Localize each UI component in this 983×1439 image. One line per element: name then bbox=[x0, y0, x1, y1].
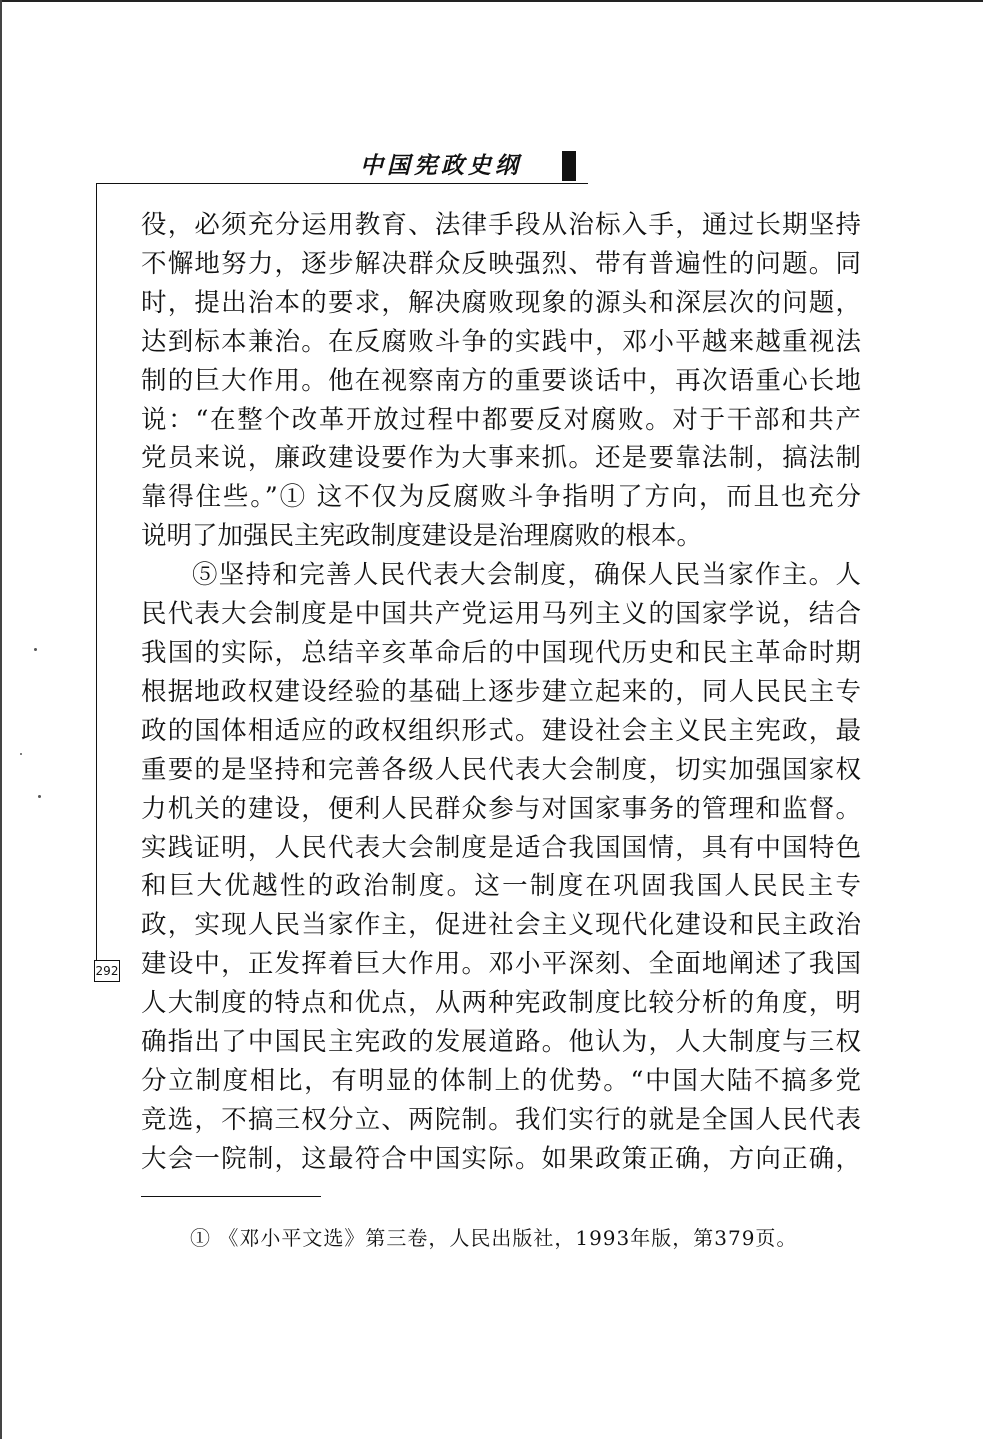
page-number: 292 bbox=[94, 960, 120, 982]
text-line: 政的国体相适应的政权组织形式。建设社会主义民主宪政，最 bbox=[141, 715, 861, 746]
margin-rule bbox=[96, 183, 97, 963]
text-line: 竞选，不搞三权分立、两院制。我们实行的就是全国人民代表 bbox=[141, 1104, 861, 1135]
header-block-mark bbox=[562, 151, 576, 181]
text-line: 确指出了中国民主宪政的发展道路。他认为，人大制度与三权 bbox=[141, 1027, 861, 1058]
scan-top-edge bbox=[0, 0, 983, 2]
footnote-rule bbox=[141, 1196, 321, 1197]
text-line: 分立制度相比，有明显的体制上的优势。“中国大陆不搞多党 bbox=[141, 1065, 861, 1096]
text-line: 民代表大会制度是中国共产党运用马列主义的国家学说，结合 bbox=[141, 599, 861, 630]
text-line: 党员来说，廉政建设要作为大事来抓。还是要靠法制，搞法制 bbox=[141, 443, 861, 474]
text-line: 重要的是坚持和完善各级人民代表大会制度，切实加强国家权 bbox=[141, 754, 861, 785]
scan-left-edge bbox=[0, 0, 2, 1439]
body-text bbox=[141, 206, 861, 1179]
text-line: 不懈地努力，逐步解决群众反映强烈、带有普遍性的问题。同 bbox=[141, 248, 861, 279]
text-line: 我国的实际，总结辛亥革命后的中国现代历史和民主革命时期 bbox=[141, 637, 861, 668]
text-line: 说：“在整个改革开放过程中都要反对腐败。对于干部和共产 bbox=[141, 404, 861, 435]
text-line: 靠得住些。”① 这不仅为反腐败斗争指明了方向，而且也充分 bbox=[141, 482, 861, 513]
text-line: 制的巨大作用。他在视察南方的重要谈话中，再次语重心长地 bbox=[141, 365, 861, 396]
text-line: 力机关的建设，便利人民群众参与对国家事务的管理和监督。 bbox=[141, 793, 861, 824]
text-line: 根据地政权建设经验的基础上逐步建立起来的，同人民民主专 bbox=[141, 676, 861, 707]
text-line: ⑤坚持和完善人民代表大会制度，确保人民当家作主。人 bbox=[192, 560, 861, 591]
text-line: 说明了加强民主宪政制度建设是治理腐败的根本。 bbox=[141, 521, 703, 552]
text-line: 人大制度的特点和优点，从两种宪政制度比较分析的角度，明 bbox=[141, 988, 861, 1019]
text-line: 和巨大优越性的政治制度。这一制度在巩固我国人民民主专 bbox=[141, 871, 861, 902]
text-line: 建设中，正发挥着巨大作用。邓小平深刻、全面地阐述了我国 bbox=[141, 949, 861, 980]
header-rule bbox=[96, 183, 588, 184]
text-line: 实践证明，人民代表大会制度是适合我国国情，具有中国特色 bbox=[141, 832, 861, 863]
footnote: ① 《邓小平文选》第三卷，人民出版社，1993年版，第379页。 bbox=[190, 1226, 798, 1250]
text-line: 达到标本兼治。在反腐败斗争的实践中，邓小平越来越重视法 bbox=[141, 326, 861, 357]
running-header-title: 中国宪政史纲 bbox=[360, 152, 522, 179]
text-line: 役，必须充分运用教育、法律手段从治标入手，通过长期坚持 bbox=[141, 210, 861, 240]
text-line: 时，提出治本的要求，解决腐败现象的源头和深层次的问题， bbox=[141, 287, 861, 318]
text-line: 大会一院制，这最符合中国实际。如果政策正确，方向正确， bbox=[141, 1143, 861, 1174]
text-line: 政，实现人民当家作主，促进社会主义现代化建设和民主政治 bbox=[141, 910, 861, 941]
